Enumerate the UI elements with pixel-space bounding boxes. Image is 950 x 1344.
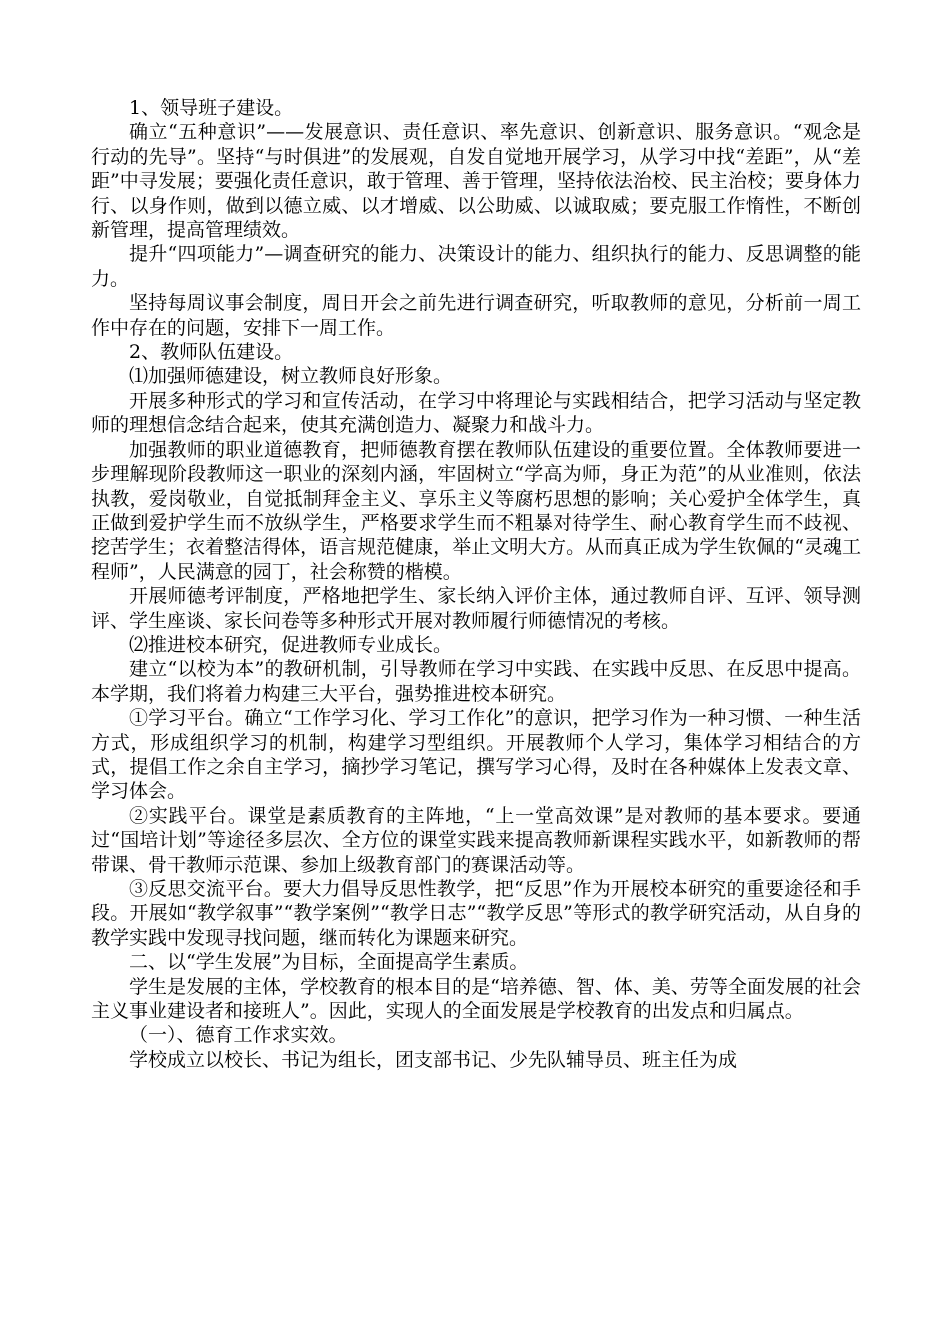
paragraph: ⑵推进校本研究，促进教师专业成长。 xyxy=(129,633,453,656)
paragraph: 1、领导班子建设。 xyxy=(129,97,294,119)
paragraph: 加强教师的职业道德教育，把师德教育摆在教师队伍建设的重要位置。全体教师要进一步理解现阶段教师这一职业的深刻内涵，牢固树立“学高为师，身正为范”的从业准则，依法执教，爱岗敬业，自觉抵制拜金主义、享乐主义等腐朽思想的影响；关心爱护全体学生，真正做到爱护学生而不放纵学生，严格要求学生而不粗暴对待学生、耐心教育学生而不歧视、挖苦学生；衣着整洁得体，语言规范健康，举止文明大方。从而真正成为学生钦佩的“灵魂工程师”，人民满意的园丁，社会称赞的楷模。 xyxy=(91,438,861,583)
paragraph: 2、教师队伍建设。 xyxy=(129,341,294,364)
paragraph: 提升“四项能力”—调查研究的能力、决策设计的能力、组织执行的能力、反思调整的能力。 xyxy=(91,243,861,290)
paragraph: 坚持每周议事会制度，周日开会之前先进行调查研究，听取教师的意见，分析前一周工作中存在的问题，安排下一周工作。 xyxy=(91,292,861,339)
paragraph: 建立“以校为本”的教研机制，引导教师在学习中实践、在实践中反思、在反思中提高。本学期，我们将着力构建三大平台，强势推进校本研究。 xyxy=(91,658,861,705)
paragraph: 开展多种形式的学习和宣传活动，在学习中将理论与实践相结合，把学习活动与坚定教师的理想信念结合起来，使其充满创造力、凝聚力和战斗力。 xyxy=(91,389,861,437)
paragraph: ②实践平台。课堂是素质教育的主阵地，“上一堂高效课”是对教师的基本要求。要通过“国培计划”等途径多层次、全方位的课堂实践来提高教师新课程实践水平，如新教师的帮带课、骨干教师示范课、参加上级教育部门的赛课活动等。 xyxy=(91,804,861,876)
paragraph: 确立“五种意识”——发展意识、责任意识、率先意识、创新意识、服务意识。“观念是行动的先导”。坚持“与时俱进”的发展观，自发自觉地开展学习，从学习中找“差距”，从“差距”中寻发展；要强化责任意识，敢于管理、善于管理，坚持依法治校、民主治校；要身体力行、以身作则，做到以德立威、以才增威、以公助威、以诚取威；要克服工作惰性，不断创新管理，提高管理绩效。 xyxy=(91,121,861,242)
paragraph: ①学习平台。确立“工作学习化、学习工作化”的意识，把学习作为一种习惯、一种生活方式，形成组织学习的机制，构建学习型组织。开展教师个人学习，集体学习相结合的方式，提倡工作之余自主学习，摘抄学习笔记，撰写学习心得，及时在各种媒体上发表文章、学习体会。 xyxy=(91,707,861,803)
paragraph: 开展师德考评制度，严格地把学生、家长纳入评价主体，通过教师自评、互评、领导测评、学生座谈、家长问卷等多种形式开展对教师履行师德情况的考核。 xyxy=(91,585,861,632)
document-page xyxy=(91,96,861,1072)
paragraph: 二、以“学生发展”为目标，全面提高学生素质。 xyxy=(129,951,529,974)
paragraph: 学生是发展的主体，学校教育的根本目的是“培养德、智、体、美、劳等全面发展的社会主义事业建设者和接班人”。因此，实现人的全面发展是学校教育的出发点和归属点。 xyxy=(91,975,861,1023)
paragraph: （一）、德育工作求实效。 xyxy=(129,1024,348,1047)
paragraph: 学校成立以校长、书记为组长，团支部书记、少先队辅导员、班主任为成 xyxy=(129,1048,738,1071)
paragraph: ⑴加强师德建设，树立教师良好形象。 xyxy=(129,365,453,388)
paragraph: ③反思交流平台。要大力倡导反思性教学，把“反思”作为开展校本研究的重要途径和手段。开展如“教学叙事”“教学案例”“教学日志”“教学反思”等形式的教学研究活动，从自身的教学实践中发现寻找问题，继而转化为课题来研究。 xyxy=(91,878,861,949)
